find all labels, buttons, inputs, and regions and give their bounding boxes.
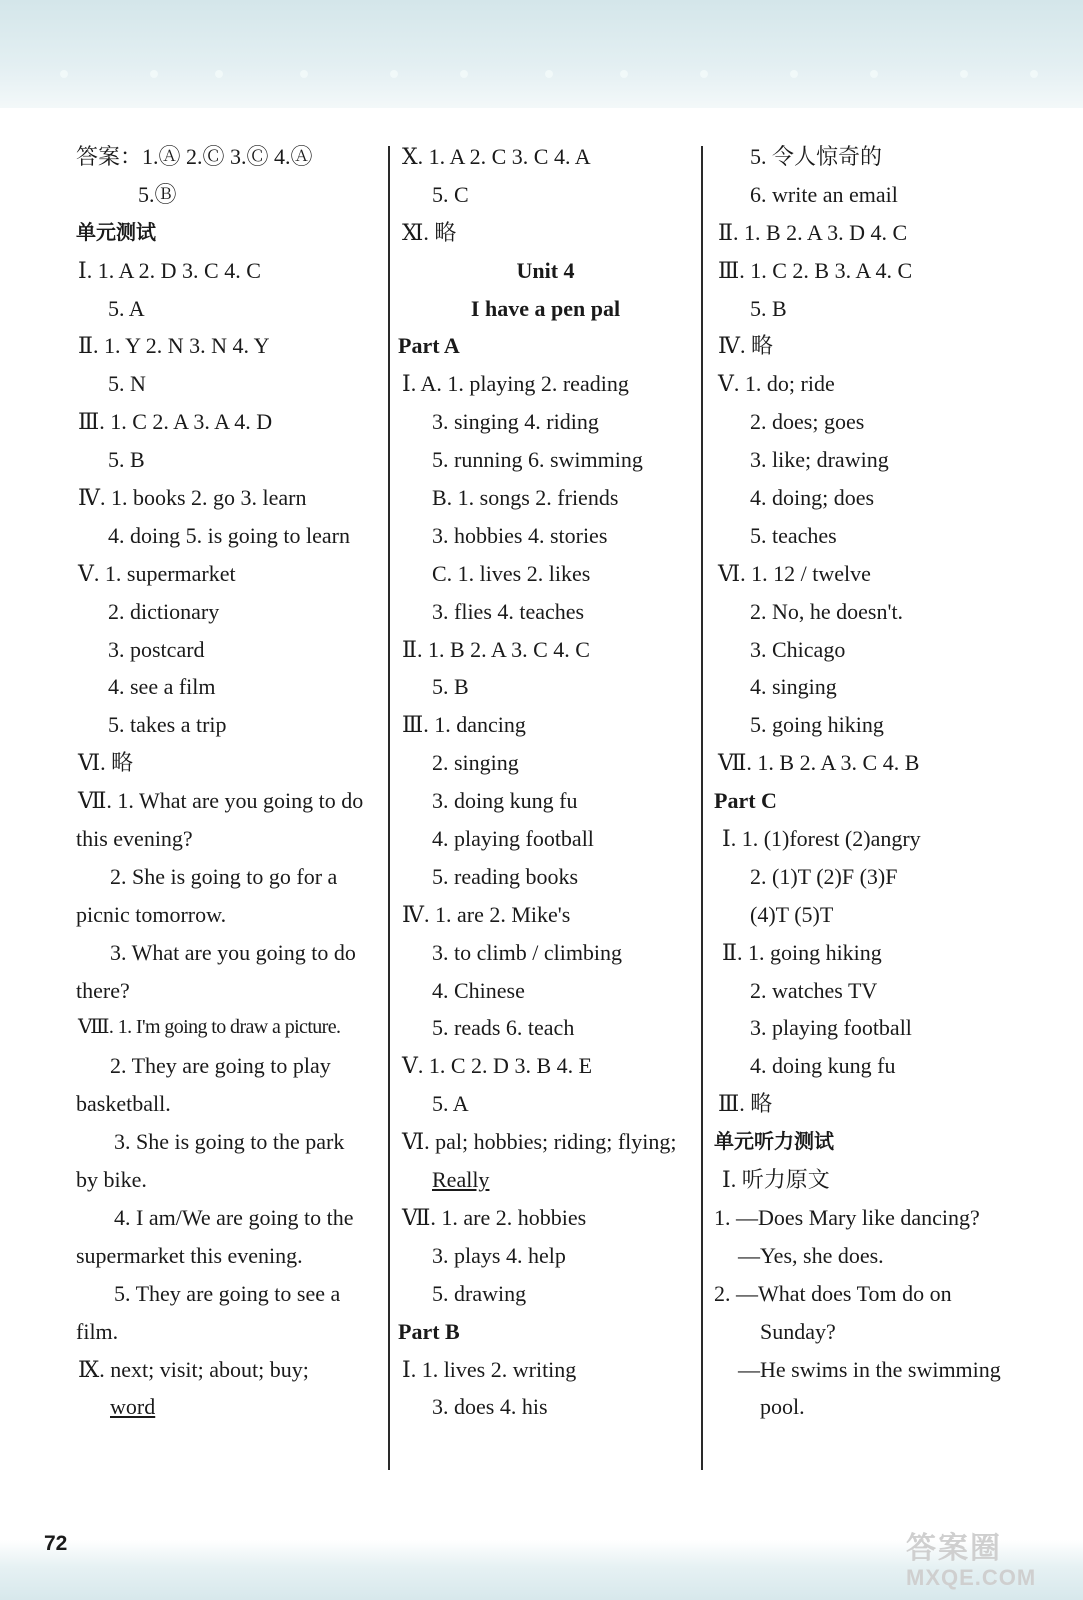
answer-line: 3. to climb / climbing (432, 939, 623, 965)
answer-column-3 (714, 138, 1014, 1426)
answer-line: 3. does 4. his (432, 1394, 548, 1420)
answer-line: Ⅳ. 1. books 2. go 3. learn (78, 485, 307, 511)
answer-line: 5. B (432, 674, 469, 700)
answer-line: 5. going hiking (750, 712, 884, 738)
answer-line: 4. playing football (432, 826, 594, 852)
answer-line: there? (76, 977, 130, 1003)
answer-line: 答案：1.Ⓐ 2.Ⓒ 3.Ⓒ 4.Ⓐ (76, 144, 313, 169)
answer-line: by bike. (76, 1167, 147, 1193)
unit-title: Unit 4 (516, 257, 575, 283)
band-dot (1030, 70, 1038, 78)
answer-line: Ⅴ. 1. do; ride (718, 371, 835, 397)
answer-line: 3. plays 4. help (432, 1242, 566, 1268)
answer-line: 3. flies 4. teaches (432, 598, 585, 624)
watermark-logo (906, 1532, 1076, 1596)
band-dot (620, 70, 628, 78)
answer-line: Ⅲ. 1. C 2. B 3. A 4. C (718, 257, 913, 283)
answer-line: Ⅳ. 略 (718, 333, 773, 359)
band-dot (300, 70, 308, 78)
band-dot (60, 70, 68, 78)
part-heading: Part C (714, 788, 777, 814)
answer-line: 3. like; drawing (750, 447, 889, 473)
answer-line: Ⅵ. 略 (78, 750, 134, 776)
answer-line: 1. —Does Mary like dancing? (714, 1204, 980, 1230)
answer-line: 5. takes a trip (108, 712, 227, 738)
answer-line: 4. doing kung fu (750, 1053, 896, 1079)
answer-line: 3. playing football (750, 1015, 912, 1041)
answer-line: Ⅰ. 1. lives 2. writing (402, 1356, 577, 1382)
answer-line: —Yes, she does. (738, 1242, 884, 1268)
answer-line: Sunday? (760, 1318, 836, 1344)
answer-line: 4. see a film (108, 674, 216, 700)
answer-line: Ⅹ. 1. A 2. C 3. C 4. A (402, 144, 591, 169)
column-divider-left (388, 146, 390, 1470)
answer-line: C. 1. lives 2. likes (432, 560, 591, 586)
answer-line: 4. I am/We are going to the (114, 1204, 354, 1230)
answer-line: 3. doing kung fu (432, 788, 578, 814)
watermark-text-bottom: MXQE.COM (906, 1565, 1037, 1590)
section-heading: 单元测试 (76, 219, 156, 244)
answer-line: pool. (760, 1394, 805, 1420)
answer-column-1 (76, 138, 376, 1426)
answer-line: 5. They are going to see a (114, 1280, 341, 1306)
column-divider-right (701, 146, 703, 1470)
answer-line: 5. C (432, 181, 469, 207)
answer-line: Ⅰ. 1. A 2. D 3. C 4. C (78, 257, 261, 283)
answer-column-2 (398, 138, 693, 1426)
answer-line: 5. N (108, 371, 146, 397)
watermark-text-top: 答案圈 (906, 1532, 1002, 1565)
answer-line: 6. write an email (750, 181, 898, 207)
answer-line: Ⅵ. 1. 12 / twelve (718, 560, 871, 586)
answer-line: B. 1. songs 2. friends (432, 485, 619, 511)
part-heading: Part B (398, 1318, 460, 1344)
answer-line: supermarket this evening. (76, 1242, 303, 1268)
answer-line: 5. drawing (432, 1280, 527, 1306)
answer-line: Ⅺ. 略 (402, 219, 457, 245)
answer-line: 3. hobbies 4. stories (432, 522, 608, 548)
answer-line: 3. postcard (108, 636, 205, 662)
answer-line: 2. She is going to go for a (110, 863, 338, 889)
answer-line: 5. reading books (432, 863, 579, 889)
answer-line: 5. teaches (750, 522, 837, 548)
band-dot (390, 70, 398, 78)
answer-line: Ⅶ. 1. What are you going to do (78, 788, 364, 814)
answer-line: Ⅲ. 1. C 2. A 3. A 4. D (78, 409, 273, 435)
answer-line: 4. doing 5. is going to learn (108, 522, 350, 548)
answer-line: 2. (1)T (2)F (3)F (750, 863, 898, 889)
answer-line: Ⅲ. 1. dancing (402, 712, 526, 738)
top-decorative-band (0, 0, 1083, 108)
answer-line: 5. A (432, 1091, 469, 1117)
band-dot (960, 70, 968, 78)
answer-line: 2. No, he doesn't. (750, 598, 904, 624)
part-heading: Part A (398, 333, 460, 359)
answer-line: basketball. (76, 1091, 171, 1117)
answer-line: —He swims in the swimming (738, 1356, 1001, 1382)
answer-line: Ⅰ. 听力原文 (722, 1167, 830, 1193)
band-dot (150, 70, 158, 78)
unit-subtitle: I have a pen pal (470, 295, 621, 321)
answer-line: Ⅶ. 1. are 2. hobbies (402, 1204, 587, 1230)
answer-line: 4. singing (750, 674, 837, 700)
band-dot (460, 70, 468, 78)
answer-line: (4)T (5)T (750, 901, 834, 927)
answer-line: 5. reads 6. teach (432, 1015, 575, 1041)
answer-line: film. (76, 1318, 119, 1344)
answer-line: 3. What are you going to do (110, 939, 356, 965)
answer-line: Really (432, 1167, 490, 1193)
answer-line: 3. Chicago (750, 636, 846, 662)
answer-line: 2. does; goes (750, 409, 865, 435)
answer-line: Ⅴ. 1. supermarket (78, 560, 236, 586)
answer-line: 5.Ⓑ (138, 181, 177, 207)
answer-line: Ⅸ. next; visit; about; buy; (78, 1356, 309, 1382)
answer-line: Ⅰ. A. 1. playing 2. reading (402, 371, 629, 397)
answer-line: 2. singing (432, 750, 519, 776)
band-dot (545, 70, 553, 78)
answer-line: picnic tomorrow. (76, 901, 227, 927)
answer-line: 4. doing; does (750, 485, 875, 511)
answer-line: word (110, 1394, 156, 1420)
band-dot (870, 70, 878, 78)
answer-line: 3. singing 4. riding (432, 409, 599, 435)
answer-line: Ⅰ. 1. (1)forest (2)angry (722, 826, 921, 852)
band-dot (700, 70, 708, 78)
answer-line: Ⅲ. 略 (718, 1091, 773, 1117)
answer-line: Ⅶ. 1. B 2. A 3. C 4. B (718, 750, 920, 776)
answer-line: Ⅳ. 1. are 2. Mike's (402, 901, 571, 927)
answer-line: Ⅱ. 1. B 2. A 3. C 4. C (402, 636, 590, 662)
answer-line: 5. running 6. swimming (432, 447, 643, 473)
answer-line: 5. B (108, 447, 145, 473)
section-heading: 单元听力测试 (714, 1129, 834, 1154)
answer-line: this evening? (76, 826, 193, 852)
answer-line: Ⅷ. 1. I'm going to draw a picture. (78, 1016, 341, 1039)
answer-line: Ⅴ. 1. C 2. D 3. B 4. E (402, 1053, 593, 1079)
answer-line: 2. They are going to play (110, 1053, 331, 1079)
band-dot (215, 70, 223, 78)
answer-line: 5. B (750, 295, 787, 321)
band-dot (790, 70, 798, 78)
answer-line: Ⅱ. 1. going hiking (722, 939, 882, 965)
answer-line: Ⅵ. pal; hobbies; riding; flying; (402, 1129, 677, 1155)
answer-line: Ⅱ. 1. B 2. A 3. D 4. C (718, 219, 908, 245)
answer-line: 2. dictionary (108, 598, 220, 624)
answer-line: Ⅱ. 1. Y 2. N 3. N 4. Y (78, 333, 270, 359)
answer-line: 5. A (108, 295, 145, 321)
answer-line: 2. watches TV (750, 977, 878, 1003)
answer-line: 4. Chinese (432, 977, 525, 1003)
page-number: 72 (44, 1532, 68, 1555)
answer-line: 3. She is going to the park (114, 1129, 345, 1155)
answer-line: 5. 令人惊奇的 (750, 144, 883, 169)
answer-line: 2. —What does Tom do on (714, 1280, 952, 1306)
